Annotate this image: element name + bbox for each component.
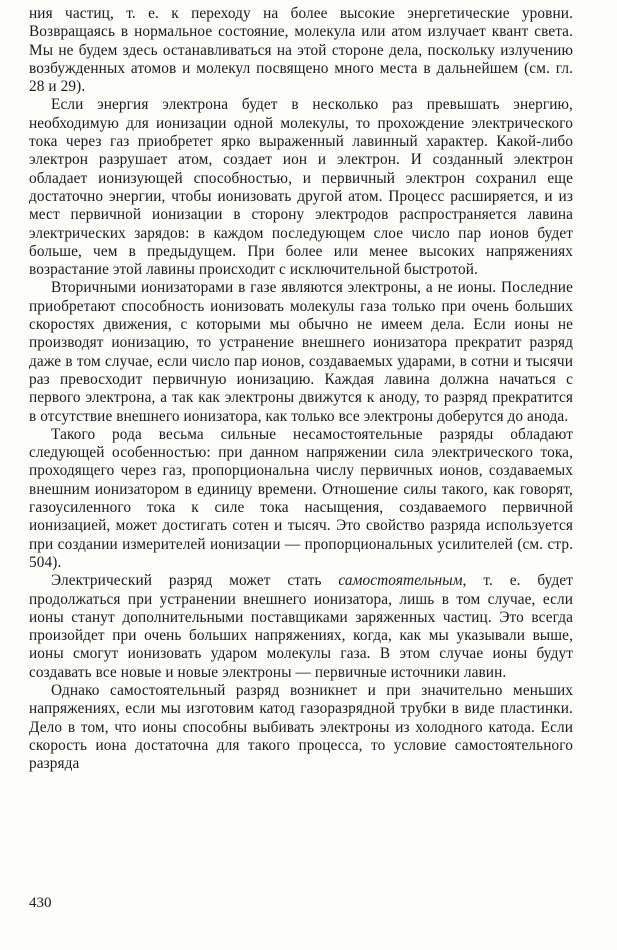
text-run: Однако самостоятельный разряд возникнет и при значительно меньших напряжениях, если мы изготовим катод газоразрядной трубки в виде пластинки. Дело в том, что ионы способны выбивать электроны из холодного катода. Если скорость иона достаточна для такого процесса, то условие самостоятельного разряда — [29, 681, 573, 773]
paragraph — [29, 96, 573, 279]
paragraph — [29, 682, 573, 773]
page-number: 430 — [29, 895, 52, 911]
text-run: Вторичными ионизаторами в газе являются электроны, а не ионы. Последние приобретают способность ионизовать молекулы газа только при очень больших скоростях движения, с которыми мы обычно не имеем дела. Если ионы не производят ионизацию, то устранение внешнего ионизатора прекратит разряд даже в том случае, если число пар ионов, создаваемых ударами, в сотни и тысячи раз превосходит первичную ионизацию. Каждая лавина должна начаться с первого электрона, а так как электроны движутся к аноду, то разряд прекратится в отсутствие внешнего ионизатора, как только все электроны доберутся до анода. — [29, 279, 573, 425]
italic-term: самостоятельным — [338, 572, 463, 590]
text-run: , т. е. будет продолжаться при устранении внешнего ионизатора, лишь в том случае, если ионы станут дополнительными поставщиками заряженных частиц. Это всегда произойдет при очень больших напряжениях, когда, как мы указывали выше, ионы смогут ионизовать ударом молекулы газа. В этом случае ионы будут создавать все новые и новые электроны — первичные источники лавин. — [29, 572, 573, 681]
paragraph — [29, 572, 573, 682]
paragraph — [29, 5, 573, 96]
text-run: Электрический разряд может стать — [51, 572, 339, 590]
text-run: Если энергия электрона будет в несколько раз превышать энергию, необходимую для ионизации одной молекулы, то прохождение электрического тока через газ приобретет ярко выраженный лавинный характер. Какой-либо электрон разрушает атом, создает ион и электрон. И созданный электрон обладает ионизующей способностью, и первичный электрон сохранил еще достаточно энергии, чтобы ионизовать другой атом. Процесс расширяется, и из мест первичной ионизации в сторону электродов распространяется лавина электрических зарядов: в каждом последующем слое число пар ионов будет больше, чем в предыдущем. При более или менее высоких напряжениях возрастание этой лавины происходит с исключительной быстротой. — [29, 96, 573, 279]
text-run: Такого рода весьма сильные несамостоятельные разряды обладают следующей особенностью: при данном напряжении сила электрического тока, проходящего через газ, пропорциональна числу первичных ионов, создаваемых внешним ионизатором в единицу времени. Отношение силы такого, как говорят, газоусиленного тока к силе тока насыщения, создаваемого первичной ионизацией, может достигать сотен и тысяч. Это свойство разряда используется при создании измерителей ионизации — пропорциональных усилителей (см. стр. 504). — [29, 425, 573, 571]
body-text — [29, 5, 573, 773]
text-run: ния частиц, т. е. к переходу на более высокие энергетические уровни. Возвращаясь в нормальное состояние, молекула или атом излучает квант света. Мы не будем здесь останавливаться на этой стороне дела, поскольку излучению возбужденных атомов и молекул посвящено много места в дальнейшем (см. гл. 28 и 29). — [29, 5, 573, 96]
paragraph — [29, 426, 573, 572]
paragraph — [29, 279, 573, 425]
